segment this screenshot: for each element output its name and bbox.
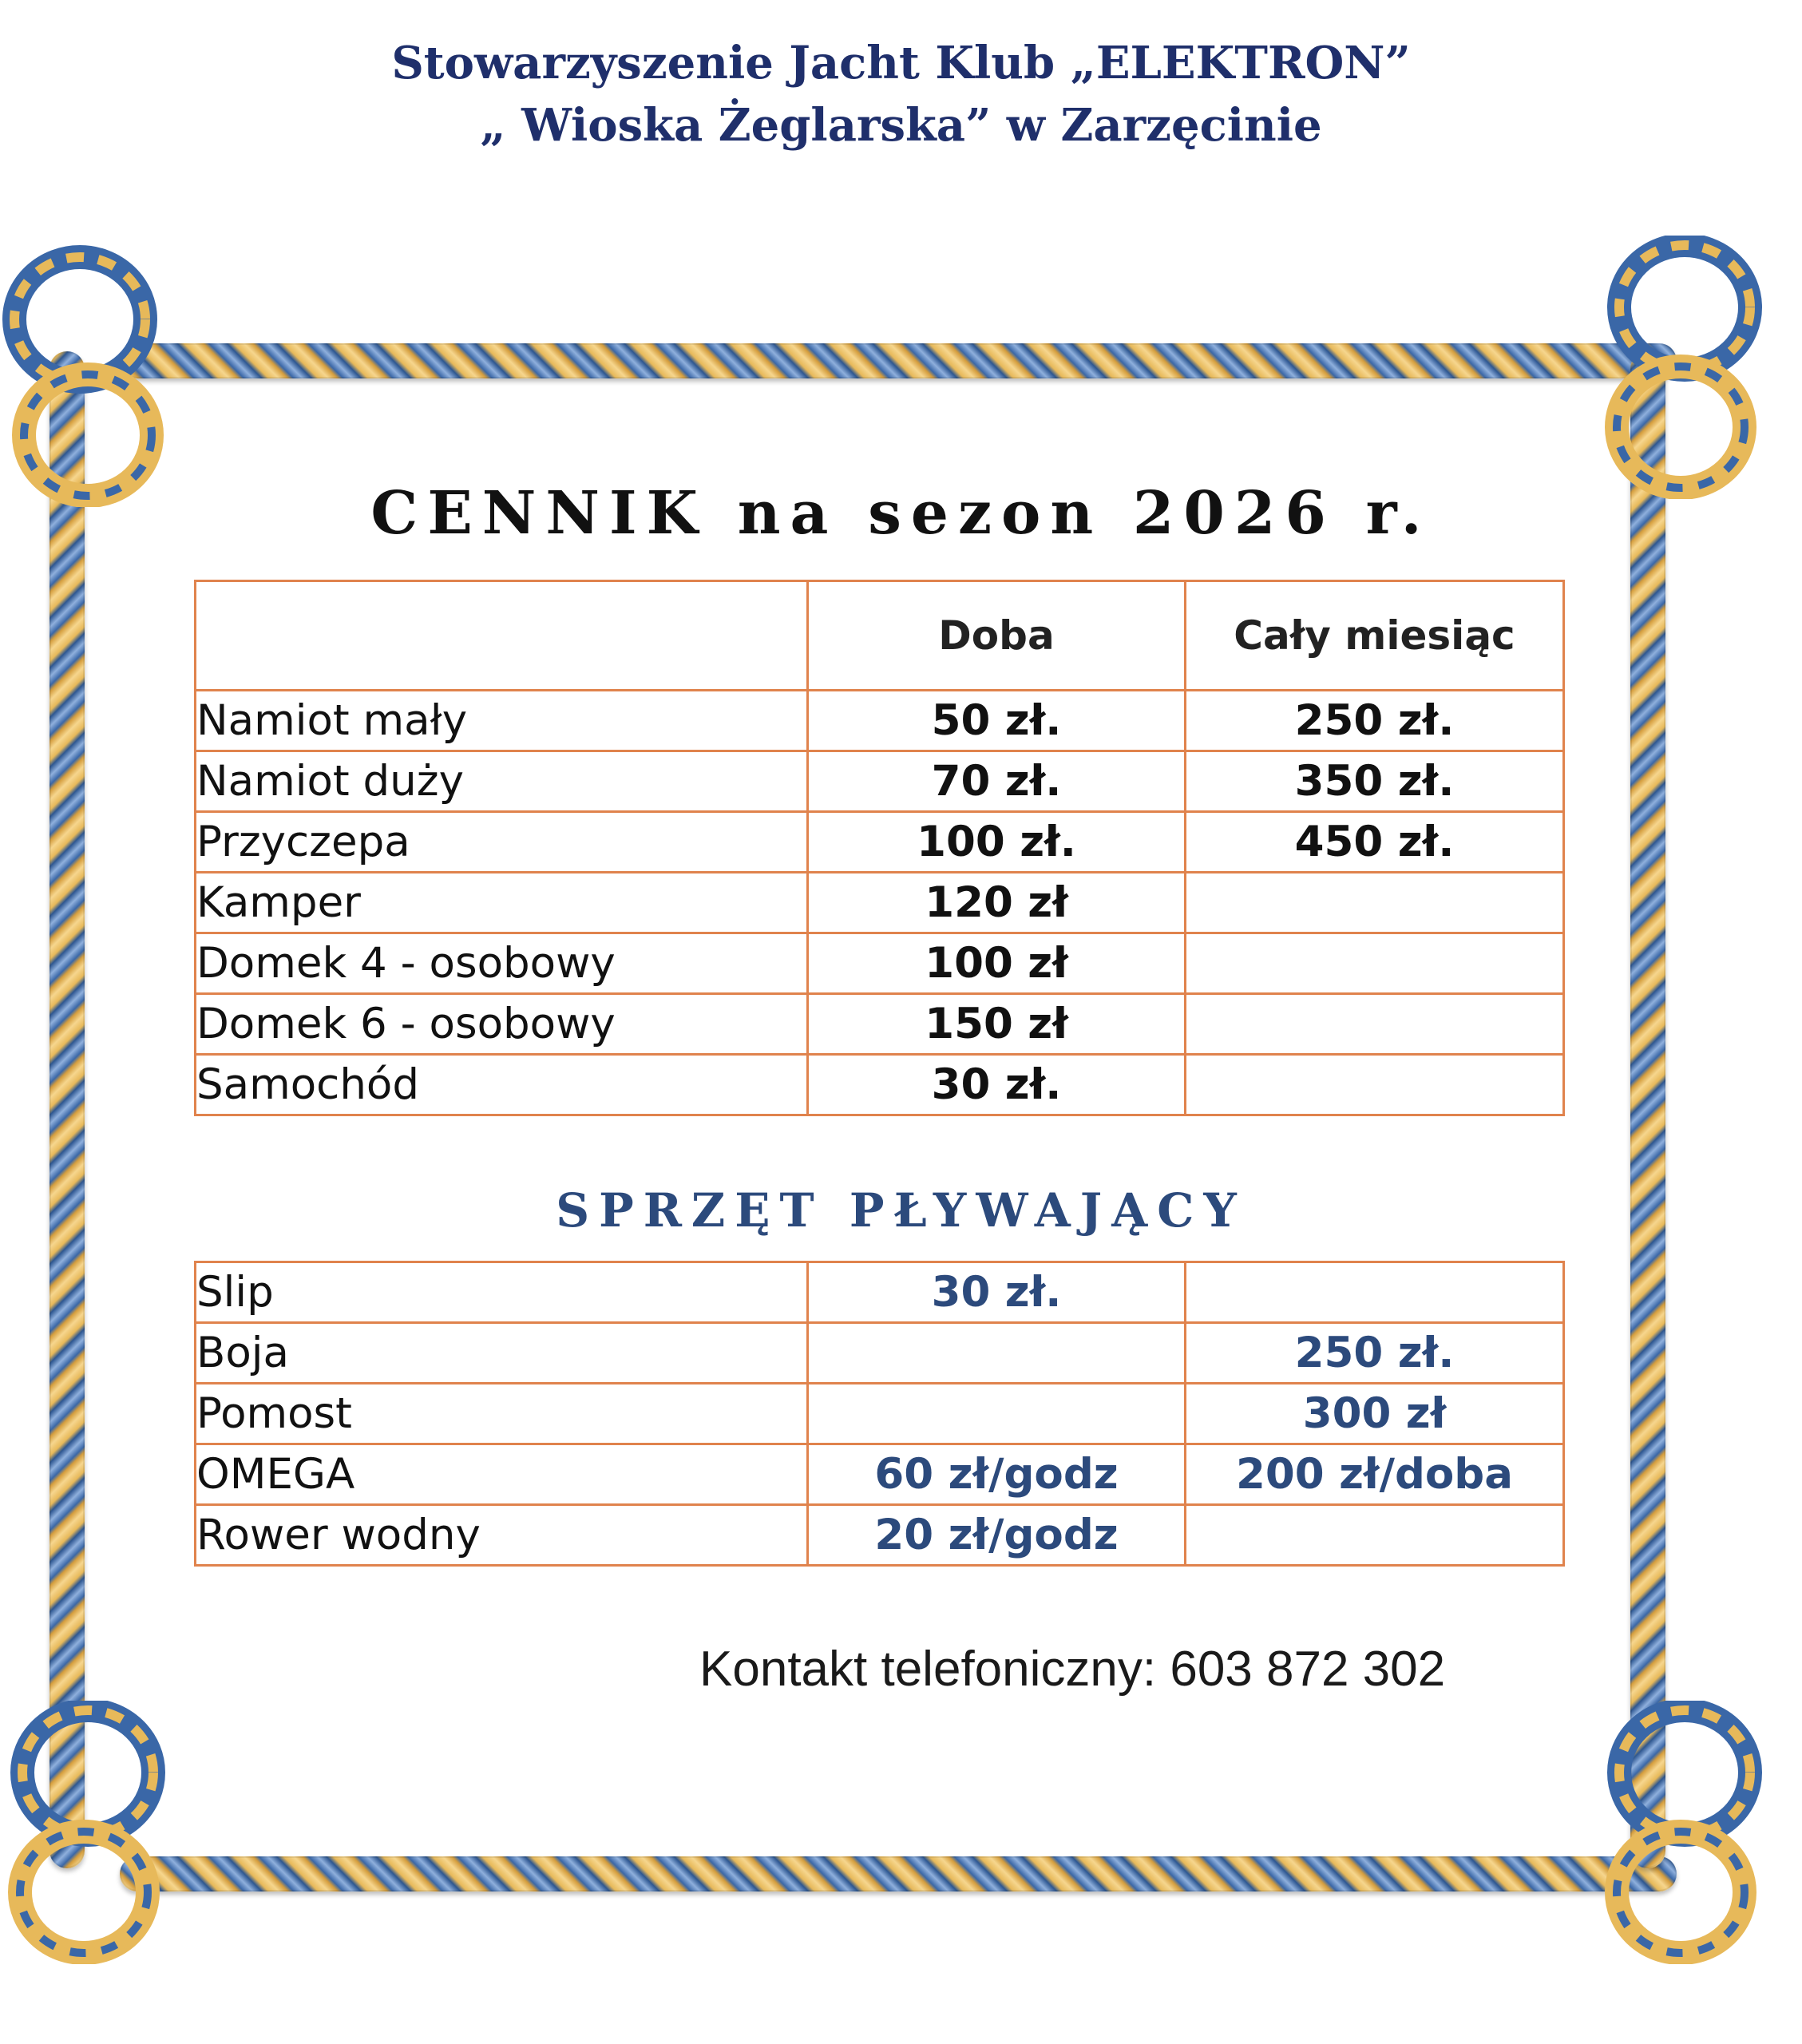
price-doba: 30 zł. bbox=[808, 1055, 1186, 1115]
item-name: OMEGA bbox=[196, 1444, 808, 1505]
price-doba bbox=[808, 1323, 1186, 1384]
header-doba: Doba bbox=[808, 581, 1186, 691]
price-miesiac: 250 zł. bbox=[1186, 691, 1564, 751]
table-row bbox=[196, 751, 1564, 812]
rope-knot-top-left-icon bbox=[0, 244, 184, 507]
rope-knot-bottom-left-icon bbox=[0, 1701, 184, 1964]
table-row bbox=[196, 691, 1564, 751]
price-miesiac bbox=[1186, 933, 1564, 994]
rope-left bbox=[50, 351, 85, 1868]
item-name: Samochód bbox=[196, 1055, 808, 1115]
item-name: Boja bbox=[196, 1323, 808, 1384]
price-doba: 70 zł. bbox=[808, 751, 1186, 812]
rope-right bbox=[1630, 351, 1665, 1868]
price-table-header bbox=[196, 581, 1564, 691]
item-name: Domek 4 - osobowy bbox=[196, 933, 808, 994]
price-miesiac: 350 zł. bbox=[1186, 751, 1564, 812]
price-miesiac: 200 zł/doba bbox=[1186, 1444, 1564, 1505]
price-doba: 100 zł bbox=[808, 933, 1186, 994]
item-name: Kamper bbox=[196, 873, 808, 933]
price-miesiac bbox=[1186, 994, 1564, 1055]
table-row bbox=[196, 994, 1564, 1055]
equipment-title: SPRZĘT PŁYWAJĄCY bbox=[556, 1183, 1246, 1238]
table-row bbox=[196, 812, 1564, 873]
price-doba: 30 zł. bbox=[808, 1262, 1186, 1323]
price-miesiac: 250 zł. bbox=[1186, 1323, 1564, 1384]
item-name: Namiot mały bbox=[196, 691, 808, 751]
rope-knot-top-right-icon bbox=[1589, 236, 1772, 499]
item-name: Domek 6 - osobowy bbox=[196, 994, 808, 1055]
price-table bbox=[194, 580, 1565, 1116]
table-row bbox=[196, 1505, 1564, 1566]
header-empty bbox=[196, 581, 808, 691]
price-doba: 100 zł. bbox=[808, 812, 1186, 873]
price-miesiac bbox=[1186, 1505, 1564, 1566]
table-row bbox=[196, 1323, 1564, 1384]
item-name: Namiot duży bbox=[196, 751, 808, 812]
table-row bbox=[196, 1384, 1564, 1444]
rope-bottom bbox=[120, 1856, 1677, 1891]
club-header bbox=[0, 32, 1802, 156]
header-caly-miesiac: Cały miesiąc bbox=[1186, 581, 1564, 691]
item-name: Slip bbox=[196, 1262, 808, 1323]
price-miesiac bbox=[1186, 1055, 1564, 1115]
price-miesiac: 300 zł bbox=[1186, 1384, 1564, 1444]
club-name: Stowarzyszenie Jacht Klub „ELEKTRON” bbox=[391, 37, 1411, 89]
price-doba: 60 zł/godz bbox=[808, 1444, 1186, 1505]
item-name: Przyczepa bbox=[196, 812, 808, 873]
table-row bbox=[196, 1055, 1564, 1115]
price-list-title: CENNIK na sezon 2026 r. bbox=[370, 479, 1432, 548]
item-name: Pomost bbox=[196, 1384, 808, 1444]
table-row bbox=[196, 1262, 1564, 1323]
price-doba: 150 zł bbox=[808, 994, 1186, 1055]
table-row bbox=[196, 1444, 1564, 1505]
price-doba: 120 zł bbox=[808, 873, 1186, 933]
table-row bbox=[196, 873, 1564, 933]
rope-knot-bottom-right-icon bbox=[1589, 1701, 1772, 1964]
price-miesiac bbox=[1186, 873, 1564, 933]
rope-top bbox=[120, 343, 1677, 378]
item-name: Rower wodny bbox=[196, 1505, 808, 1566]
equipment-table bbox=[194, 1261, 1565, 1567]
price-miesiac bbox=[1186, 1262, 1564, 1323]
table-row bbox=[196, 933, 1564, 994]
price-doba: 20 zł/godz bbox=[808, 1505, 1186, 1566]
price-doba bbox=[808, 1384, 1186, 1444]
contact-phone: Kontakt telefoniczny: 603 872 302 bbox=[699, 1642, 1446, 1697]
price-doba: 50 zł. bbox=[808, 691, 1186, 751]
price-miesiac: 450 zł. bbox=[1186, 812, 1564, 873]
club-location: „ Wioska Żeglarska” w Zarzęcinie bbox=[480, 99, 1322, 152]
